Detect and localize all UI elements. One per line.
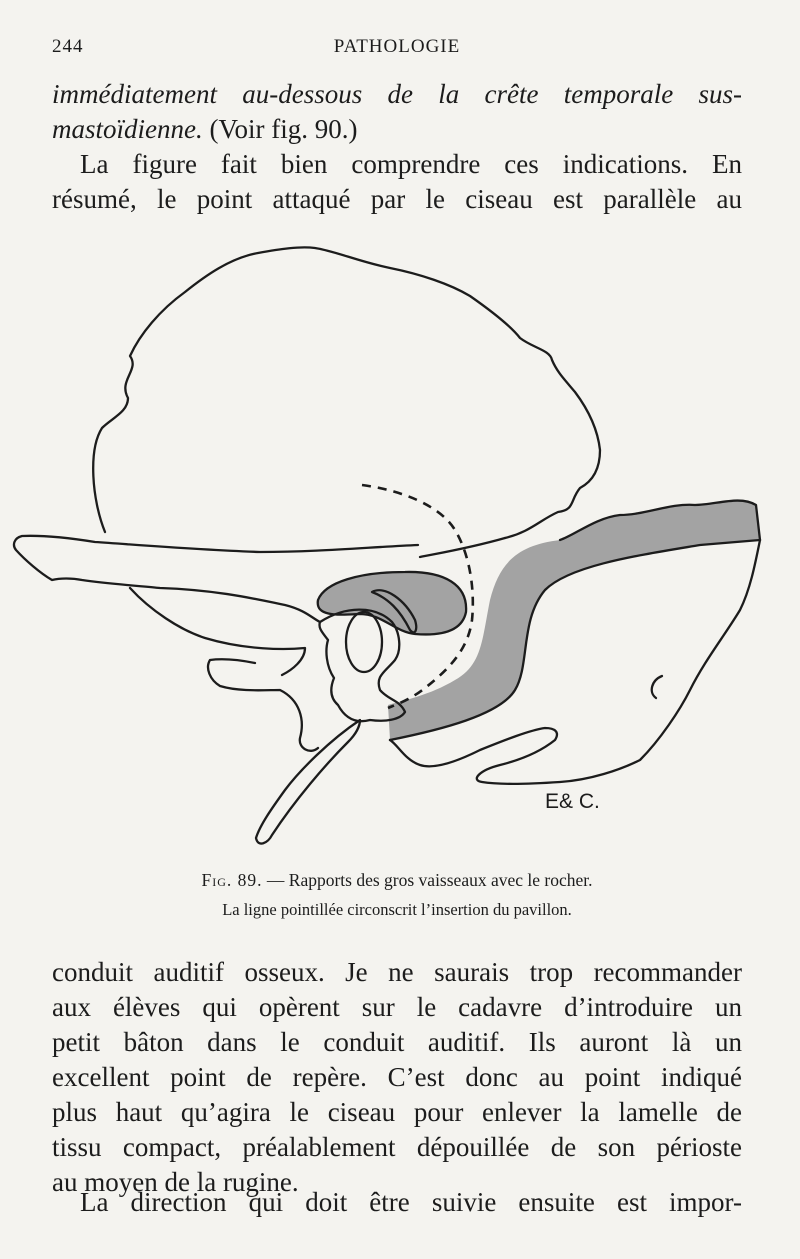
text-line: La direction qui doit être suivie ensuite est impor-: [80, 1187, 742, 1217]
figure-reference: (Voir fig. 90.): [202, 114, 358, 144]
text-line: au moyen de la rugine.: [52, 1167, 299, 1197]
figure-label: Fig. 89.: [201, 870, 263, 890]
figure-caption: [52, 870, 742, 891]
italic-term: mastoïdienne.: [52, 114, 203, 144]
external-auditory-meatus: [346, 612, 382, 672]
paragraph: [52, 147, 742, 217]
anatomical-figure: [0, 230, 800, 860]
paragraph: [52, 1185, 742, 1220]
text-line: aux élèves qui opèrent sur le cadavre d’introduire un: [52, 992, 742, 1022]
running-header: [52, 30, 742, 60]
text-line: plus haut qu’agira le ciseau pour enlever la lamelle de: [52, 1097, 742, 1127]
paragraph-continued: [52, 77, 742, 147]
text-line: excellent point de repère. C’est donc au point indiqué: [52, 1062, 742, 1092]
paragraph: [52, 955, 742, 1200]
text-line: conduit auditif osseux. Je ne saurais trop recommander: [52, 957, 742, 987]
styloid-process: [256, 720, 360, 844]
text-line: [52, 112, 742, 147]
text-line: petit bâton dans le conduit auditif. Ils auront là un: [52, 1027, 742, 1057]
squama-outline: [93, 247, 600, 538]
figure-caption-subtitle: La ligne pointillée circonscrit l’insertion du pavillon.: [222, 900, 572, 919]
page-number: 244: [52, 36, 84, 57]
text-line: immédiatement au-dessous de la crête temporale sus-: [52, 79, 742, 109]
petrous-notch: [652, 676, 662, 698]
text-line: tissu compact, préalablement dépouillée de son périoste: [52, 1132, 742, 1162]
lower-border: [130, 588, 318, 751]
artist-signature: E& C.: [545, 790, 600, 813]
text-line: La figure fait bien comprendre ces indications. En: [80, 149, 742, 179]
running-title: PATHOLOGIE: [333, 36, 461, 57]
text-line: résumé, le point attaqué par le ciseau est parallèle au: [52, 184, 742, 214]
caption-title: — Rapports des gros vaisseaux avec le rocher.: [262, 870, 593, 890]
petrous-outline: [390, 540, 760, 784]
